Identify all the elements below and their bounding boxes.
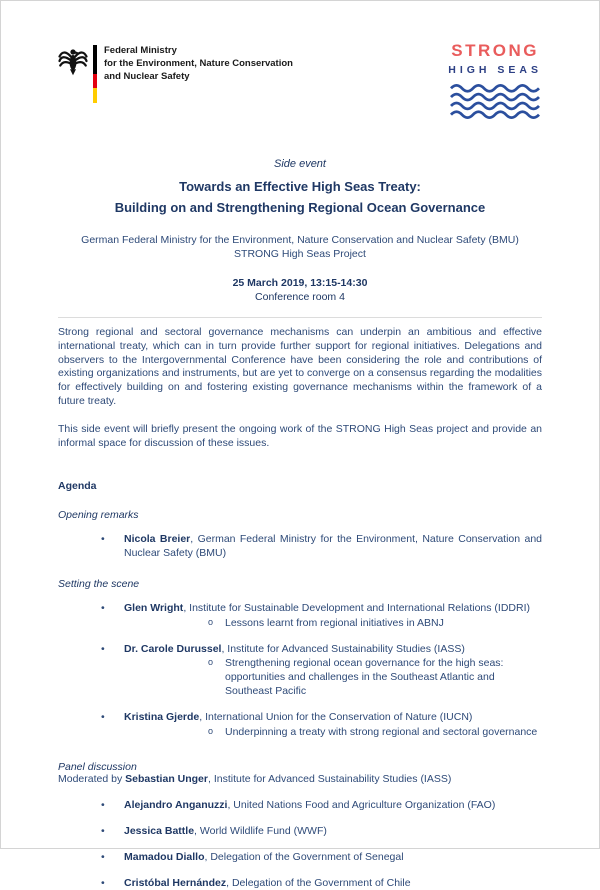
logo-title: STRONG <box>451 41 539 60</box>
panelist-name: Alejandro Anganuzzi <box>124 799 228 812</box>
list-item <box>58 533 542 561</box>
federal-eagle-icon <box>58 43 88 84</box>
event-location: Conference room 4 <box>255 291 345 303</box>
event-datetime: 25 March 2019, 13:15-14:30 <box>232 277 368 289</box>
divider-line <box>58 317 542 318</box>
moderator-line <box>58 773 542 787</box>
agenda-heading: Agenda <box>58 480 97 493</box>
panelist-affiliation: , Delegation of the Government of Chile <box>226 876 411 889</box>
moderator-name: Sebastian Unger <box>125 773 208 786</box>
panel-list <box>58 799 542 890</box>
panelist-affiliation: , Delegation of the Government of Senegal <box>204 850 404 863</box>
moderator-prefix: Moderated by <box>58 773 126 786</box>
speaker-affiliation: , German Federal Ministry for the Environment, Nature Conservation and Nuclear Safety (BMU) <box>124 533 543 560</box>
intro-paragraph-2: This side event will briefly present the ongoing work of the STRONG High Seas project and provide an informal space for discussion of these issues. <box>58 422 542 449</box>
organizer-block <box>58 233 542 261</box>
speaker-affiliation: , Institute for Advanced Sustainability Studies (IASS) <box>221 642 465 655</box>
moderator-affiliation: , Institute for Advanced Sustainability Studies (IASS) <box>207 773 452 786</box>
event-title <box>58 176 542 218</box>
organizer-line-2: STRONG High Seas Project <box>234 248 366 260</box>
setting-the-scene-list <box>58 602 542 739</box>
opening-remarks-list <box>58 533 542 561</box>
waves-icon <box>448 83 542 126</box>
speaker-name: Kristina Gjerde <box>124 710 200 723</box>
intro-paragraph-1: Strong regional and sectoral governance mechanisms can underpin an ambitious and effective international treaty, which can in turn provide further support for regional initiatives. Delegations and observers to the Intergovernmental Conference have been considering the role and contributions of existing organizations and instruments, but are yet to converge on a consensus regarding the modalities for effectively building on and fostering existing governance mechanisms within the framework of a future treaty. <box>58 326 542 407</box>
logo-subtitle: HIGH SEAS <box>448 64 542 76</box>
section-title-setting-the-scene: Setting the scene <box>58 577 140 590</box>
talk-topic: o Lessons learnt from regional initiatives in ABNJ <box>124 617 542 631</box>
list-item <box>58 851 542 865</box>
speaker-name: Glen Wright <box>124 601 184 614</box>
speaker-affiliation: , Institute for Sustainable Development and International Relations (IDDRI) <box>183 601 530 614</box>
list-item <box>58 602 542 631</box>
talk-topic: o Strengthening regional ocean governance for the high seas: opportunities and challenges in the Southeast Atlantic and Southeast Pacific <box>124 657 542 698</box>
list-item <box>58 877 542 890</box>
ministry-line-1: Federal Ministry <box>104 45 177 56</box>
section-title-opening-remarks: Opening remarks <box>58 509 139 522</box>
panelist-affiliation: , World Wildlife Fund (WWF) <box>194 824 327 837</box>
list-item <box>58 711 542 740</box>
section-title-panel-discussion: Panel discussion <box>58 761 137 774</box>
list-item <box>58 799 542 813</box>
event-kicker: Side event <box>274 158 326 170</box>
ministry-logo <box>58 39 293 103</box>
ministry-line-3: and Nuclear Safety <box>104 71 190 82</box>
speaker-name: Nicola Breier <box>124 533 191 546</box>
ministry-name <box>104 44 293 83</box>
panelist-name: Jessica Battle <box>124 824 195 837</box>
list-item <box>58 643 542 699</box>
ministry-line-2: for the Environment, Nature Conservation <box>104 58 293 69</box>
german-flag-stripe <box>93 45 97 103</box>
organizer-line-1: German Federal Ministry for the Environment, Nature Conservation and Nuclear Safety (BMU) <box>81 234 519 246</box>
speaker-affiliation: , International Union for the Conservation of Nature (IUCN) <box>199 710 473 723</box>
datetime-block <box>58 276 542 304</box>
event-title-line-1: Towards an Effective High Seas Treaty: <box>179 179 421 194</box>
panelist-name: Mamadou Diallo <box>124 850 205 863</box>
page-header <box>58 39 542 126</box>
speaker-name: Dr. Carole Durussel <box>124 642 222 655</box>
list-item <box>58 825 542 839</box>
panelist-affiliation: , United Nations Food and Agriculture Organization (FAO) <box>227 799 496 812</box>
event-title-line-2: Building on and Strengthening Regional Ocean Governance <box>114 200 486 215</box>
strong-high-seas-logo <box>448 41 542 126</box>
talk-topic: o Underpinning a treaty with strong regional and sectoral governance <box>124 726 542 740</box>
panelist-name: Cristóbal Hernández <box>124 876 227 889</box>
